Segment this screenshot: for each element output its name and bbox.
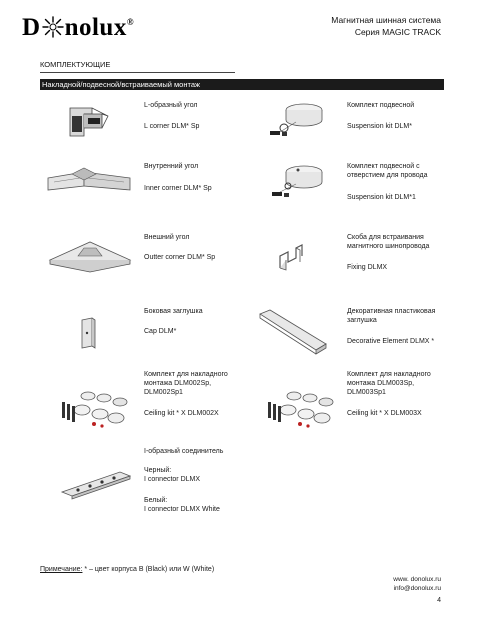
website-link[interactable]: www. donolux.ru xyxy=(393,576,441,583)
fixing-bracket-image xyxy=(276,242,306,274)
l-corner-image xyxy=(62,102,112,142)
i-connector-black-label: Черный: xyxy=(144,467,172,474)
i-connector-image xyxy=(58,468,134,500)
suspension-kit-1-name-ru-1: Комплект подвесной с xyxy=(347,163,420,170)
ceiling-kit-003-image xyxy=(264,388,338,430)
suspension-kit-name-en: Suspension kit DLM* xyxy=(347,123,412,130)
registered-mark: ® xyxy=(126,17,135,27)
ceiling-kit-002-name-ru-2: монтажа DLM002Sp, xyxy=(144,380,212,387)
decorative-name-en: Decorative Element DLMX * xyxy=(347,338,435,345)
i-connector-black-name: I connector DLMX xyxy=(144,476,201,483)
cap-name-ru: Боковая заглушка xyxy=(144,308,203,315)
suspension-kit-name-ru: Комплект подвесной xyxy=(347,102,415,109)
fixing-name-ru-2: магнитного шинопровода xyxy=(347,243,430,250)
i-connector-white-name: I connector DLMX White xyxy=(144,506,220,513)
inner-corner-name-en: Inner corner DLM* Sp xyxy=(144,185,212,192)
decorative-name-ru-1: Декоративная пластиковая xyxy=(347,308,436,315)
email-link[interactable]: info@donolux.ru xyxy=(393,585,441,592)
suspension-kit-image xyxy=(266,102,332,142)
brand-name: nolux xyxy=(64,14,127,41)
suspension-kit-1-name-ru-2: отверстием для провода xyxy=(347,172,428,179)
section-divider xyxy=(40,72,235,73)
ceiling-kit-002-name-ru-1: Комплект для накладного xyxy=(144,371,228,378)
header-line-2: Серия MAGIC TRACK xyxy=(354,27,441,37)
fixing-name-en: Fixing DLMX xyxy=(347,264,388,271)
cap-name-en: Cap DLM* xyxy=(144,328,177,335)
outer-corner-image xyxy=(46,236,134,272)
ceiling-kit-002-name-en: Ceiling kit * X DLM002X xyxy=(144,410,219,417)
contacts xyxy=(393,575,441,593)
inner-corner-image xyxy=(44,164,134,196)
cap-image xyxy=(76,316,100,352)
ceiling-kit-003-name-ru-2: монтажа DLM003Sp, xyxy=(347,380,415,387)
ceiling-kit-002-image xyxy=(58,388,132,430)
footnote-label: Примечание: xyxy=(40,566,83,573)
inner-corner-name-ru: Внутренний угол xyxy=(144,163,199,170)
i-connector-white-label: Белый: xyxy=(144,497,168,504)
l-corner-name-ru: L-образный угол xyxy=(144,102,198,109)
suspension-kit-1-image xyxy=(266,162,332,202)
footnote xyxy=(40,565,214,574)
header-series xyxy=(331,14,441,38)
outer-corner-name-ru: Внешний угол xyxy=(144,234,190,241)
section-subtitle-bar: Накладной/подвесной/встраиваемый монтаж xyxy=(40,79,444,90)
section-title: КОМПЛЕКТУЮЩИЕ xyxy=(40,60,111,69)
decorative-element-image xyxy=(256,308,330,354)
ceiling-kit-003-name-en: Ceiling kit * X DLM003X xyxy=(347,410,422,417)
sun-logo-icon xyxy=(42,16,64,38)
ceiling-kit-003-name-ru-1: Комплект для накладного xyxy=(347,371,431,378)
footnote-text: * – цвет корпуса B (Black) или W (White) xyxy=(82,566,215,573)
ceiling-kit-003-name-ru-3: DLM003Sp1 xyxy=(347,389,386,396)
l-corner-name-en: L corner DLM* Sp xyxy=(144,123,200,130)
fixing-name-ru-1: Скоба для встраивания xyxy=(347,234,424,241)
decorative-name-ru-2: заглушка xyxy=(347,317,377,324)
outer-corner-name-en: Outter corner DLM* Sp xyxy=(144,254,216,261)
brand-logo xyxy=(22,14,134,42)
header-line-1: Магнитная шинная система xyxy=(331,15,441,25)
brand-letter-d: D xyxy=(22,14,41,41)
suspension-kit-1-name-en: Suspension kit DLM*1 xyxy=(347,194,416,201)
ceiling-kit-002-name-ru-3: DLM002Sp1 xyxy=(144,389,183,396)
page-number: 4 xyxy=(437,597,441,604)
i-connector-name-ru: I-образный соединитель xyxy=(144,448,224,455)
